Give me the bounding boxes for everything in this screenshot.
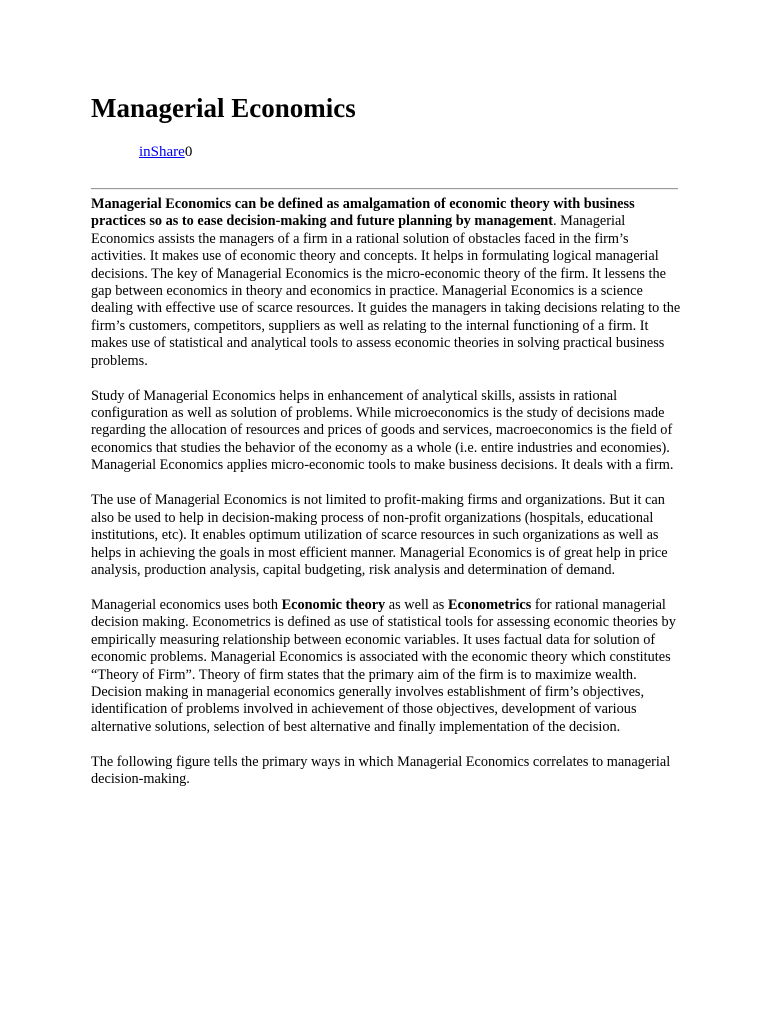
definition-bold-text: Managerial Economics can be defined as amalgamation of economic theory with business practices so as to ease decision-making and future planning by management: [91, 196, 635, 230]
text-segment: for rational managerial decision making. Econometrics is defined as use of statistical tools for assessing economic theories by empirically measuring relationship between economic variables. It uses factual data for solution of economic problems. Managerial Economics is associated with the economic theory which constitutes “Theory of Firm”. Theory of firm states that the primary aim of the firm is to maximize wealth. Decision making in managerial economics generally involves establishment of firm’s objectives, identification of problems involved in achievement of those objectives, development of various alternative solutions, selection of best alternative and finally implementation of the decision.: [91, 596, 676, 735]
paragraph-theory-econometrics: [91, 597, 683, 736]
paragraph-uses: The use of Managerial Economics is not limited to profit-making firms and organizations. But it can also be used to help in decision-making process of non-profit organizations (hospitals, educational institutions, etc). It enables optimum utilization of scarce resources in such organizations as well as helps in achieving the goals in most efficient manner. Managerial Economics is of great help in price analysis, production analysis, capital budgeting, risk analysis and determination of demand.: [91, 492, 668, 578]
definition-text: . Managerial Economics assists the managers of a firm in a rational solution of obstacles faced in the firm’s activities. It makes use of economic theory and concepts. It helps in formulating logical managerial decisions. The key of Managerial Economics is the micro-economic theory of the firm. It lessens the gap between economics in theory and economics in practice. Managerial Economics is a science dealing with effective use of scarce resources. It guides the managers in taking decisions relating to the firm’s customers, competitors, suppliers as well as relating to the internal functioning of a firm. It makes use of statistical and analytical tools to assess economic theories in solving practical business problems.: [91, 213, 681, 369]
econometrics-bold: Econometrics: [447, 596, 532, 613]
share-count: 0: [184, 144, 193, 160]
text-segment: Managerial economics uses both: [91, 596, 282, 613]
article-body: [91, 196, 683, 806]
economic-theory-bold: Economic theory: [281, 596, 386, 613]
inshare-link[interactable]: inShare: [139, 144, 185, 160]
page-title: Managerial Economics: [91, 93, 356, 123]
share-widget: [139, 142, 192, 162]
horizontal-divider: [91, 188, 678, 190]
paragraph-definition: [91, 196, 683, 370]
text-segment: as well as: [385, 596, 448, 613]
paragraph-figure-intro: The following figure tells the primary ways in which Managerial Economics correlates to managerial decision-making.: [91, 753, 671, 788]
paragraph-study: Study of Managerial Economics helps in enhancement of analytical skills, assists in rational configuration as well as solution of problems. While microeconomics is the study of decisions made regarding the allocation of resources and prices of goods and services, macroeconomics is the field of economics that studies the behavior of the economy as a whole (i.e. entire industries and economies). Managerial Economics applies micro-economic tools to make business decisions. It deals with a firm.: [91, 387, 674, 474]
